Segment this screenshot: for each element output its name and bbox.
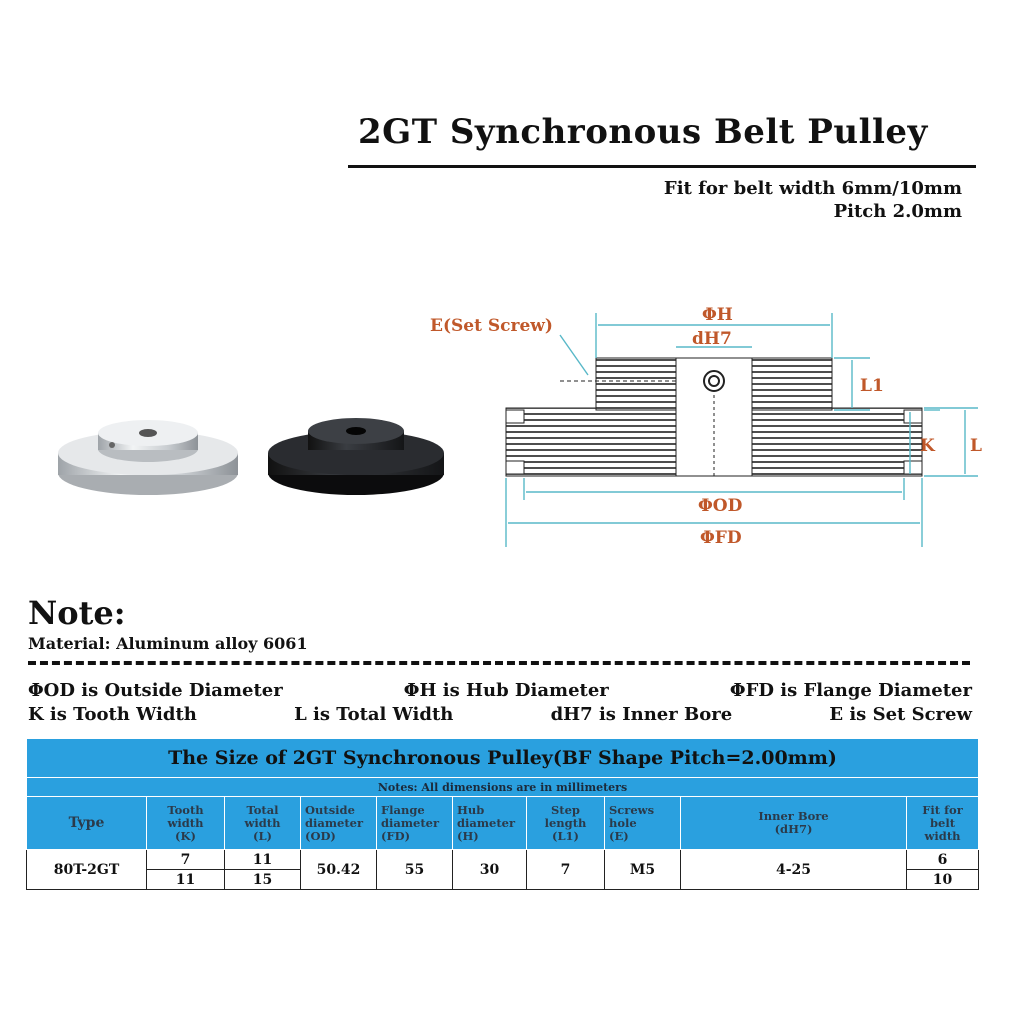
cell-inner-bore: 4-25: [681, 850, 907, 890]
col-header-tooth-width: Tooth width (K): [147, 797, 225, 850]
cell-step-length: 7: [527, 850, 605, 890]
pulley-cross-section-drawing: [430, 295, 990, 555]
flange-diameter-label: ΦFD: [700, 528, 742, 548]
silver-pulley-image: [58, 420, 238, 495]
col-header-outside-diameter: Outside diameter (OD): [301, 797, 377, 850]
cell-total-width-2: 15: [225, 870, 301, 890]
hub-diameter-label: ΦH: [702, 305, 733, 325]
cell-total-width-1: 11: [225, 850, 301, 870]
col-header-total-width: Total width (L): [225, 797, 301, 850]
legend-outside-diameter: ΦOD is Outside Diameter: [28, 680, 283, 701]
cell-screw-hole: M5: [605, 850, 681, 890]
page-title: 2GT Synchronous Belt Pulley: [358, 112, 928, 152]
col-header-hub-diameter: Hub diameter (H): [453, 797, 527, 850]
col-header-fit-belt-width: Fit for belt width: [907, 797, 979, 850]
legend-flange-diameter: ΦFD is Flange Diameter: [729, 680, 972, 701]
set-screw-label: E(Set Screw): [430, 316, 553, 336]
inner-bore-label: dH7: [692, 329, 732, 349]
col-header-flange-diameter: Flange diameter (FD): [377, 797, 453, 850]
table-row: [27, 850, 979, 870]
cell-flange-diameter: 55: [377, 850, 453, 890]
col-header-inner-bore: Inner Bore (dH7): [681, 797, 907, 850]
belt-width-subtitle: Fit for belt width 6mm/10mm: [663, 178, 962, 199]
tooth-width-label: K: [920, 436, 935, 456]
material-note: Material: Aluminum alloy 6061: [28, 634, 308, 653]
legend-tooth-width: K is Tooth Width: [28, 704, 197, 725]
step-length-label: L1: [860, 376, 884, 396]
black-pulley-image: [268, 418, 444, 495]
legend-total-width: L is Total Width: [294, 704, 454, 725]
col-header-step-length: Step length (L1): [527, 797, 605, 850]
note-heading: Note:: [28, 594, 126, 632]
col-header-type: Type: [27, 797, 147, 850]
table-notes: Notes: All dimensions are in millimeters: [27, 778, 979, 797]
legend-hub-diameter: ΦH is Hub Diameter: [403, 680, 609, 701]
product-photos: [50, 415, 450, 505]
table-title: The Size of 2GT Synchronous Pulley(BF Shape Pitch=2.00mm): [27, 739, 979, 778]
outside-diameter-label: ΦOD: [698, 496, 743, 516]
title-underline: [348, 165, 976, 168]
cell-fit-belt-width-2: 10: [907, 870, 979, 890]
legend-row-1: [28, 680, 972, 701]
cell-tooth-width-2: 11: [147, 870, 225, 890]
cell-outside-diameter: 50.42: [301, 850, 377, 890]
cell-tooth-width-1: 7: [147, 850, 225, 870]
pitch-subtitle: Pitch 2.0mm: [833, 201, 962, 222]
cell-type: 80T-2GT: [27, 850, 147, 890]
legend-inner-bore: dH7 is Inner Bore: [550, 704, 733, 725]
dashed-divider: [28, 661, 970, 665]
size-table: [26, 738, 979, 890]
legend-set-screw: E is Set Screw: [829, 704, 972, 725]
cell-hub-diameter: 30: [453, 850, 527, 890]
legend-row-2: [28, 704, 972, 725]
col-header-screw-hole: Screws hole (E): [605, 797, 681, 850]
total-width-label: L: [970, 436, 982, 456]
cell-fit-belt-width-1: 6: [907, 850, 979, 870]
